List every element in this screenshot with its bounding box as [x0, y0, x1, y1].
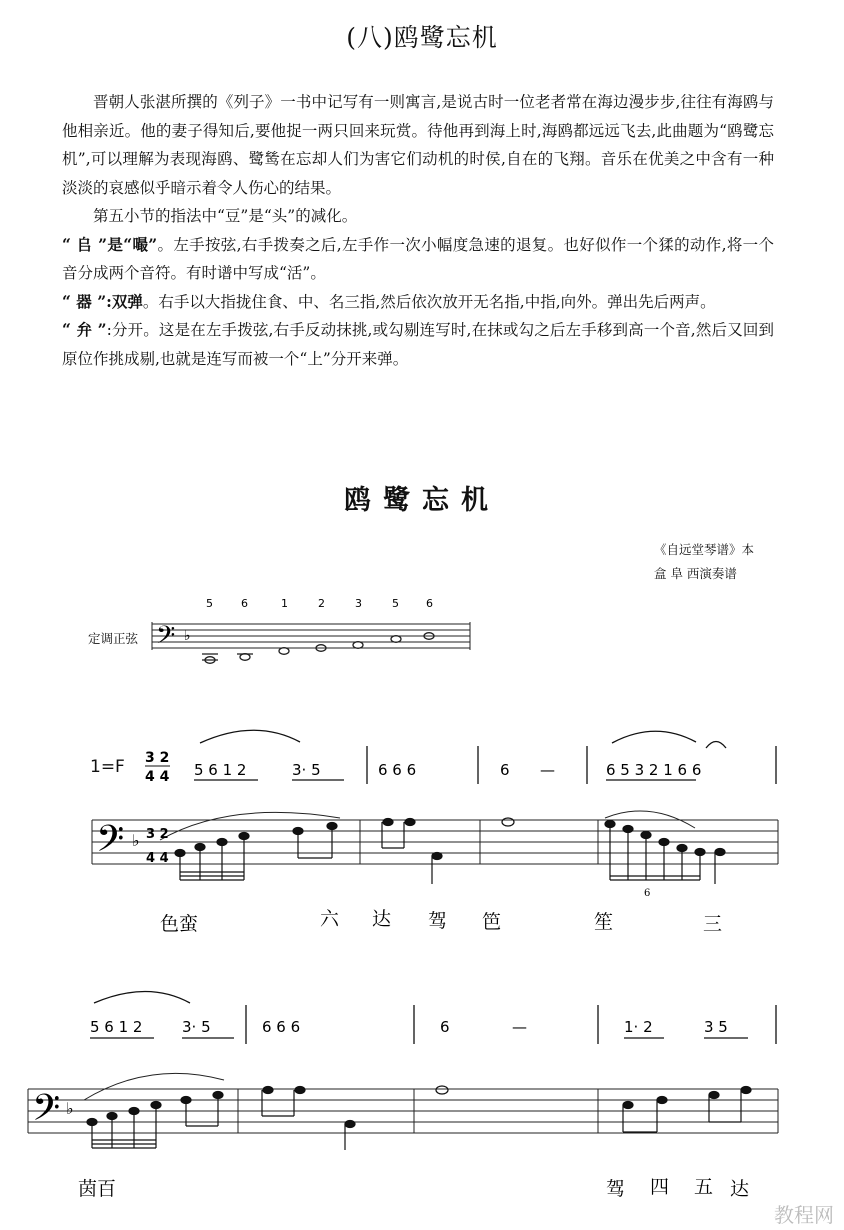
- key-signature: 1=F: [90, 757, 125, 777]
- jianpu-notes: 5 6 1 2: [194, 761, 247, 779]
- jianpu-notes: 1· 2: [624, 1018, 653, 1036]
- jianpu-notes: 3 5: [704, 1018, 728, 1036]
- tab-char: 达: [372, 908, 392, 930]
- section-title: (八)鸥鹭忘机: [346, 23, 498, 52]
- jianpu-notes: 6: [440, 1018, 450, 1036]
- tuning-number: 6: [426, 597, 433, 610]
- intro-paragraph: 晋朝人张湛所撰的《列子》一书中记写有一则寓言,是说古时一位老者常在海边漫步步,往往有海鸥与他相亲近。他的妻子得知后,要他捉一两只回来玩赏。待他再到海上时,海鸥都远远飞去,此曲题为“鸥鹭忘机”,可以理解为表现海鸥、鹭鸶在忘却人们为害它们动机的时侯,自在的飞翔。音乐在优美之中含有一种淡淡的哀感似乎暗示着令人伤心的结果。: [62, 93, 774, 197]
- time-sig-top: 3 2: [146, 827, 169, 842]
- staff-notes-row-1: [175, 818, 725, 884]
- jianpu-notes: 6 5 3 2 1 6 6: [606, 761, 702, 779]
- staff-notes-row-2: [87, 1086, 751, 1150]
- tab-char: 驾: [606, 1178, 626, 1200]
- jianpu-notes: 6 6 6: [262, 1018, 301, 1036]
- jianpu-notes: 6: [500, 761, 510, 779]
- tab-char: 达: [730, 1178, 750, 1200]
- tuning-number: 5: [392, 597, 399, 610]
- intro-paragraph: 第五小节的指法中“豆”是“头”的减化。: [93, 207, 358, 225]
- bass-clef-icon: 𝄢: [156, 621, 176, 656]
- term-desc: 。左手按弦,右手拨奏之后,左手作一次小幅度急速的退复。也好似作一个猱的动作,将一个音分成两个音符。有时谱中写成“活”。: [62, 235, 774, 282]
- tablature-row-1: [160, 908, 722, 935]
- jianpu-notes: 3· 5: [182, 1018, 211, 1036]
- jianpu-notes: 6 6 6: [378, 761, 417, 779]
- tuning-label: 定调正弦: [88, 631, 139, 646]
- tuning-staff: [152, 622, 470, 650]
- jianpu-notes: 3· 5: [292, 761, 321, 779]
- source-credit: 《自远堂琴谱》本: [653, 542, 754, 557]
- time-signature: [145, 750, 170, 785]
- tuning-number: 6: [241, 597, 248, 610]
- tuning-numbers: [206, 597, 433, 610]
- tablature-row-2: [78, 1176, 749, 1200]
- piece-title: 鸥鹭忘机: [344, 485, 500, 516]
- tuning-number: 5: [206, 597, 213, 610]
- performer-credit: 盒 阜 西演奏谱: [653, 566, 737, 581]
- flat-icon: ♭: [132, 831, 140, 850]
- tab-char: 六: [320, 908, 340, 930]
- term-key: “ 𠂤 ”是“嘬”: [62, 234, 158, 254]
- jianpu-dash: —: [512, 1018, 527, 1036]
- time-sig-top: 3 2: [145, 750, 170, 766]
- term-key: “ 器 ”:双弹: [62, 291, 143, 311]
- tuning-number: 3: [355, 597, 362, 610]
- tab-char: 驾: [428, 910, 448, 932]
- time-sig-bottom: 4 4: [146, 851, 169, 866]
- tab-char: 笆: [482, 911, 502, 933]
- tab-char: 色蛮: [160, 913, 199, 935]
- flat-icon: ♭: [184, 628, 191, 644]
- term-desc: :分开。这是在左手拨弦,右手反动抹挑,或勾剔连写时,在抹或勾之后左手移到高一个音,然后又回到原位作挑成剔,也就是连写而被一个“上”分开来弹。: [62, 321, 774, 368]
- term-key: “ 弁 ”: [62, 320, 107, 339]
- tab-char: 茵百: [78, 1178, 117, 1200]
- term-desc: 。右手以大指拢住食、中、名三指,然后依次放开无名指,中指,向外。弹出先后两声。: [142, 292, 716, 311]
- tuning-number: 2: [318, 597, 325, 610]
- jianpu-row-2: [90, 992, 776, 1045]
- tab-char: 笙: [594, 911, 614, 933]
- fingering-mark: 6: [644, 888, 651, 899]
- tab-char: 五: [694, 1176, 714, 1198]
- bass-clef-icon: 𝄢: [32, 1087, 61, 1138]
- tab-char: 四: [650, 1176, 670, 1198]
- staff-time-signature: [146, 827, 169, 866]
- time-sig-bottom: 4 4: [145, 769, 170, 785]
- bass-clef-icon: 𝄢: [96, 818, 125, 869]
- tab-char: 三: [703, 913, 723, 935]
- flat-icon: ♭: [66, 1099, 74, 1118]
- watermark-logo: 教程网: [774, 1203, 834, 1227]
- jianpu-notes: 5 6 1 2: [90, 1018, 143, 1036]
- jianpu-row-1: [145, 730, 776, 785]
- tuning-number: 1: [281, 597, 288, 610]
- jianpu-dash: —: [540, 761, 555, 779]
